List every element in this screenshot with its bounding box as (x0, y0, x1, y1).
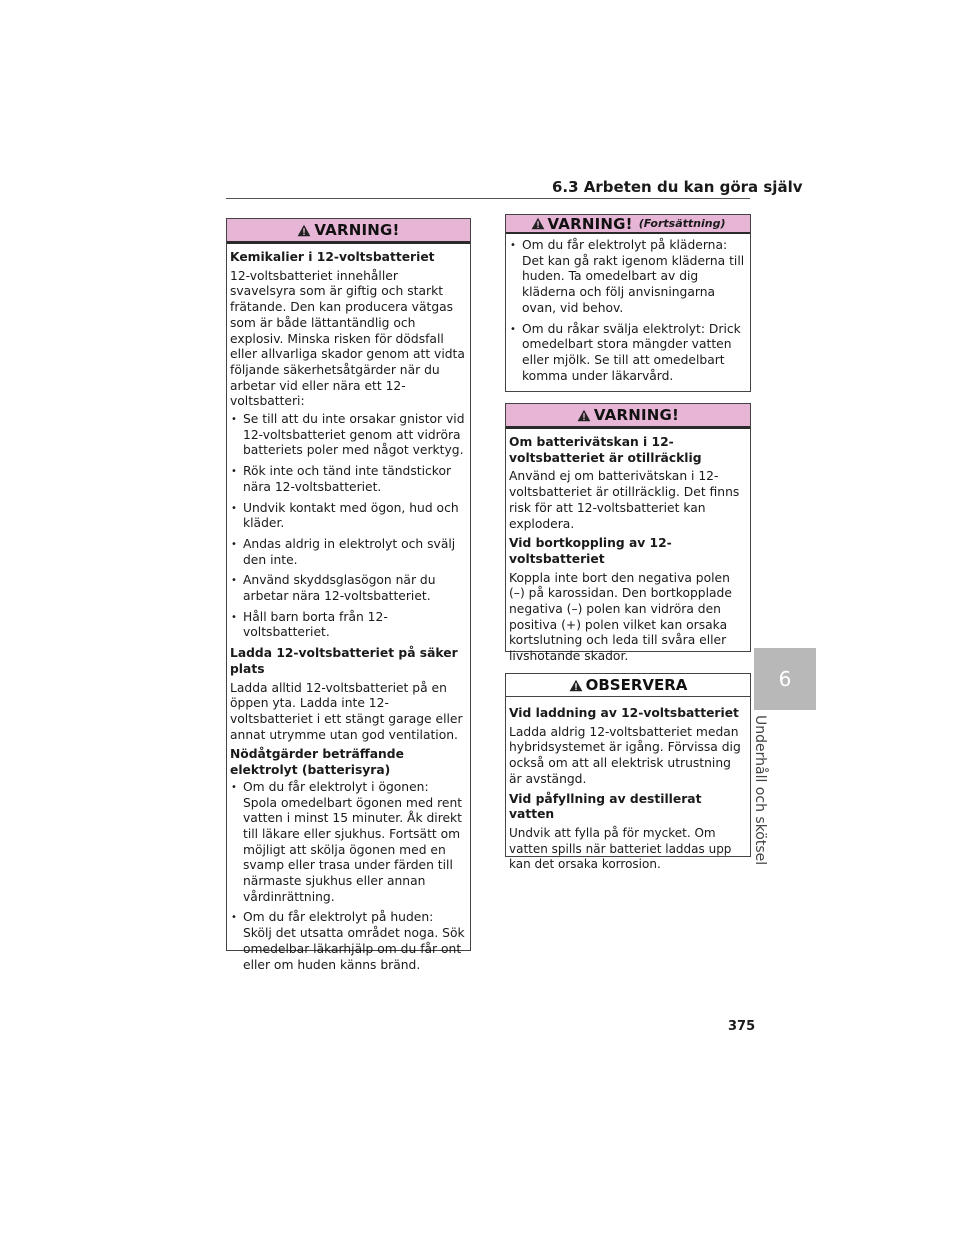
warning-box-battery-fluid (505, 403, 751, 664)
subheading: Om batterivätskan i 12-voltsbatteriet är otillräcklig (509, 435, 702, 465)
notice-title: OBSERVERA (585, 676, 688, 694)
notice-box (505, 673, 751, 872)
list-item: • Om du får elektrolyt på kläderna: Det kan gå rakt igenom kläderna till huden. Ta omedelbart av dig kläderna och följ anvisningarna ovan, vid behov. (509, 238, 746, 317)
warning-box-continued (505, 214, 751, 392)
warning-title: VARNING! (593, 406, 680, 424)
section-title: 6.3 Arbeten du kan göra själv (552, 178, 803, 196)
page-number: 375 (728, 1019, 756, 1034)
paragraph: Ladda aldrig 12-voltsbatteriet medan hybridsystemet är igång. Förvissa dig också om att all elektrisk utrustning är avstängd. (509, 724, 741, 786)
bullet-list (230, 412, 466, 641)
chapter-number: 6 (778, 667, 792, 691)
list-item: • Om du får elektrolyt i ögonen: Spola omedelbart ögonen med rent vatten i minst 15 minuter. Åk direkt till läkare eller sjukhus. Fortsätt om möjligt att skölja ögonen med en svamp eller trasa under färden till närmaste sjukhus eller annan vårdinrättning. (230, 780, 466, 906)
subheading: Ladda 12-voltsbatteriet på säker plats (230, 646, 458, 676)
list-item: • Håll barn borta från 12-voltsbatteriet. (230, 610, 466, 641)
warning-header (506, 404, 750, 429)
subheading: Vid bortkoppling av 12-voltsbatteriet (509, 536, 672, 566)
subheading: Vid påfyllning av destillerat vatten (509, 791, 702, 822)
warning-content (506, 234, 750, 393)
subheading: Vid laddning av 12-voltsbatteriet (509, 706, 739, 720)
list-item: • Undvik kontakt med ögon, hud och kläder. (230, 501, 466, 532)
warning-content (227, 244, 470, 982)
list-item: • Andas aldrig in elektrolyt och svälj den inte. (230, 537, 466, 568)
notice-triangle-icon (569, 679, 583, 692)
warning-box-battery-chemicals (226, 218, 471, 972)
warning-triangle-icon (577, 409, 591, 422)
paragraph: Ladda alltid 12-voltsbatteriet på en öppen yta. Ladda inte 12-voltsbatteriet i ett stängt garage eller annat utrymme utan god ventilation. (230, 680, 463, 742)
warning-header (227, 219, 470, 244)
warning-header (506, 215, 750, 234)
subheading: Kemikalier i 12-voltsbatteriet (230, 250, 435, 264)
chapter-tab (754, 648, 816, 710)
chapter-title-vertical (748, 715, 780, 866)
list-item: • Se till att du inte orsakar gnistor vid 12-voltsbatteriet genom att vidröra batteriets poler med något verktyg. (230, 412, 466, 459)
warning-triangle-icon (297, 224, 311, 237)
subheading: Nödåtgärder beträffande elektrolyt (batterisyra) (230, 747, 404, 778)
warning-title: VARNING! (314, 221, 400, 239)
list-item: • Om du råkar svälja elektrolyt: Drick omedelbart stora mängder vatten eller mjölk. Se till att omedelbart komma under läkarvård. (509, 322, 746, 385)
chapter-title: Underhåll och skötsel (752, 715, 768, 866)
warning-triangle-icon (531, 217, 545, 230)
continued-label: (Fortsättning) (638, 217, 726, 230)
list-item: • Om du får elektrolyt på huden: Skölj det utsatta området noga. Sök omedelbar läkarhjälp om du får ont eller om huden känns bränd. (230, 910, 466, 973)
paragraph: Undvik att fylla på för mycket. Om vatten spills när batteriet laddas upp kan det orsaka korrosion. (509, 825, 732, 872)
paragraph: Använd ej om batterivätskan i 12-voltsbatteriet är otillräcklig. Det finns risk för att 12-voltsbatteriet kan explodera. (509, 469, 740, 531)
list-item: • Rök inte och tänd inte tändstickor nära 12-voltsbatteriet. (230, 464, 466, 495)
list-item: • Använd skyddsglasögon när du arbetar nära 12-voltsbatteriet. (230, 573, 466, 604)
warning-title: VARNING! (547, 214, 633, 233)
paragraph: Koppla inte bort den negativa polen (–) på karossidan. Den bortkopplade negativa (–) polen kan vidröra den positiva (+) polen vilket kan orsaka kortslutning och leda till svåra eller livshotande skador. (509, 570, 732, 664)
warning-content (506, 429, 750, 673)
bullet-list (509, 238, 746, 384)
notice-content (506, 697, 750, 881)
notice-header (506, 674, 750, 697)
paragraph: 12-voltsbatteriet innehåller svavelsyra som är giftig och starkt frätande. Den kan producera vätgas som är både lättantändlig och explosiv. Minska risken för dödsfall eller allvarliga skador genom att vidta följande säkerhetsåtgärder när du arbetar vid eller nära ett 12-voltsbatteri: (230, 268, 465, 409)
bullet-list (230, 780, 466, 973)
header-rule (226, 198, 750, 199)
